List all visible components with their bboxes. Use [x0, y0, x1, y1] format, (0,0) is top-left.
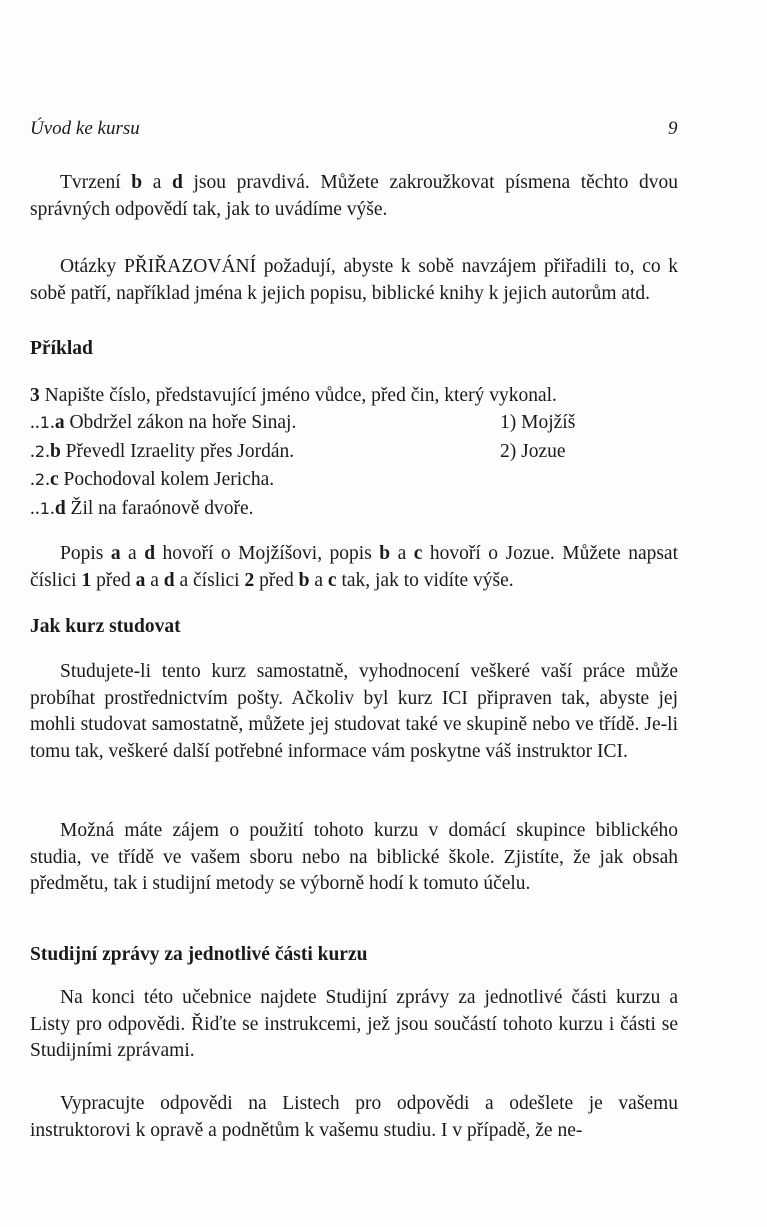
handwritten-answer: 1 [39, 499, 50, 518]
paragraph-reports: Na konci této učebnice najdete Studijní zprávy za jednotlivé části kurzu a Listy pro odpovědi. Řiďte se instrukcemi, jež jsou součástí tohoto kurzu i části se Studijními zprávami. [30, 987, 678, 1061]
choice-1: 1) Mojžíš [500, 412, 576, 433]
handwritten-answer: 1 [39, 413, 50, 432]
handwritten-answer: 2 [34, 442, 46, 461]
example-heading: Příklad [30, 338, 93, 359]
paragraph-answer-sheets: Vypracujte odpovědi na Listech pro odpovědi a odešlete je vašemu instruktorovi k opravě a podnětům k vašemu studiu. I v případě, že ne- [30, 1093, 678, 1141]
question-3: 3 Napište číslo, představující jméno vůdce, před čin, který vykonal. [30, 385, 557, 406]
paragraph-study-independently: Studujete-li tento kurz samostatně, vyhodnocení veškeré vaší práce může probíhat prostřednictvím pošty. Ačkoliv byl kurz ICI připraven tak, abyste jej mohli studovat samostatně, můžete jej studovat také ve skupině nebo ve třídě. Je-li tomu tak, veškeré další potřebné informace vám poskytne váš instruktor ICI. [30, 661, 678, 762]
item-d: ..1.d Žil na faraónově dvoře. [30, 498, 254, 519]
paragraph-matching: Otázky PŘIŘAZOVÁNÍ požadují, abyste k sobě navzájem přiřadili to, co k sobě patří, například jména k jejich popisu, biblické knihy k jejich autorům atd. [30, 256, 678, 304]
item-c: .2.c Pochodoval kolem Jericha. [30, 469, 275, 490]
item-b: .2.b Převedl Izraelity přes Jordán. [30, 441, 295, 462]
paragraph-true-statements: Tvrzení b a d jsou pravdivá. Můžete zakroužkovat písmena těchto dvou správných odpovědí tak, jak to uvádíme výše. [30, 172, 678, 220]
section-heading-reports: Studijní zprávy za jednotlivé části kurzu [30, 944, 368, 965]
paragraph-group-study: Možná máte zájem o použití tohoto kurzu v domácí skupince biblického studia, ve třídě ve vašem sboru nebo na biblické škole. Zjistíte, že jak obsah předmětu, tak i studijní metody se výborně hodí k tomuto účelu. [30, 820, 678, 894]
section-heading-study: Jak kurz studovat [30, 616, 181, 637]
item-a: ..1.a Obdržel zákon na hoře Sinaj. [30, 412, 297, 433]
paragraph-explanation: Popis a a d hovoří o Mojžíšovi, popis b a c hovoří o Jozue. Můžete napsat číslici 1 před a a d a číslici 2 před b a c tak, jak to vidíte výše. [30, 543, 679, 591]
choice-2: 2) Jozue [500, 441, 566, 462]
handwritten-answer: 2 [34, 470, 46, 489]
page-number: 9 [668, 118, 678, 139]
running-header: Úvod ke kursu [30, 118, 140, 139]
